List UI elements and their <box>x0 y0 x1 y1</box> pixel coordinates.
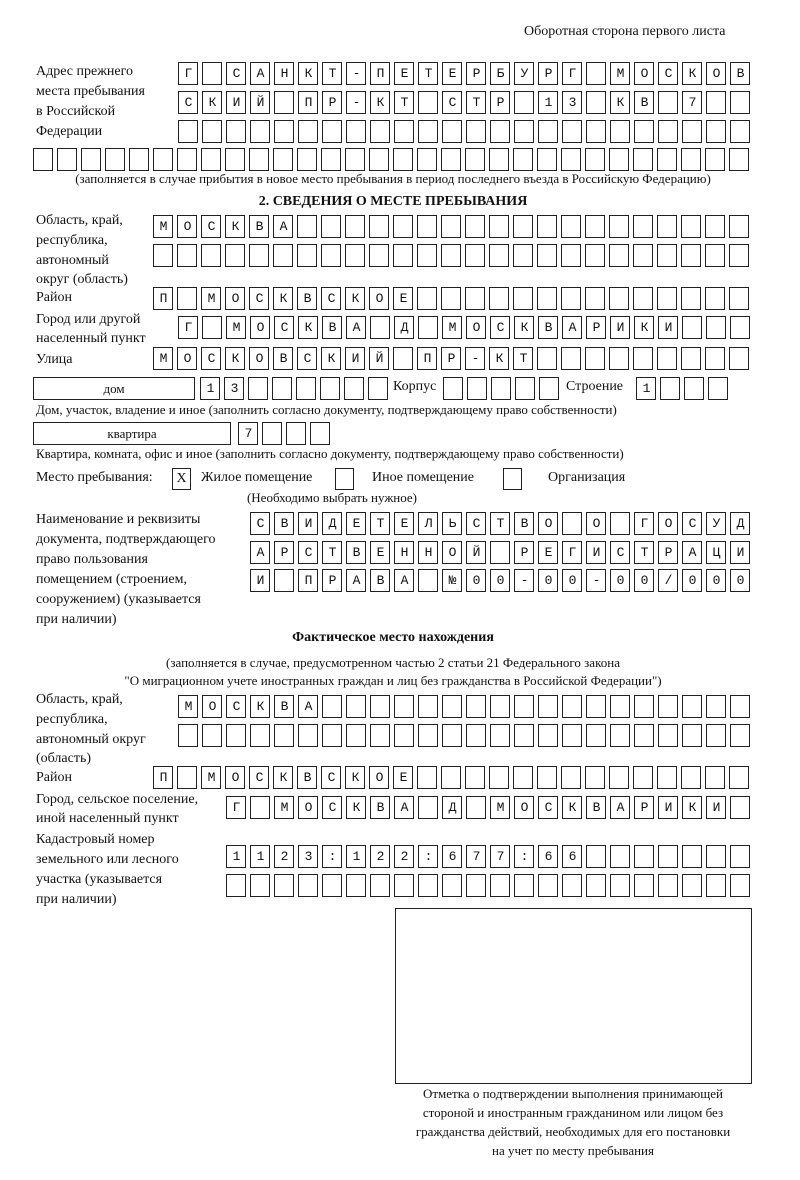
doc-label-6: при наличии) <box>36 612 117 627</box>
checkbox-organization[interactable] <box>503 468 522 490</box>
prev-address-row-3[interactable] <box>178 120 750 143</box>
actual-note-2: "О миграционном учете иностранных граждан и лиц без гражданства в Российской Федерации") <box>124 673 662 688</box>
prev-address-label-2: места пребывания <box>36 84 145 99</box>
doc-label-5: сооружением) (указывается <box>36 592 201 607</box>
doc-label-3: право пользования <box>36 552 148 567</box>
cell-row-text <box>178 724 761 748</box>
cell-row-text: Г МОСКВА Д МОСКВАРИКИ <box>232 800 761 815</box>
actual-region-label-4: (область) <box>36 751 92 766</box>
district-label: Район <box>36 290 72 305</box>
cell-row-text <box>33 148 760 172</box>
region-label-1: Область, край, <box>36 213 123 228</box>
cell-row-text: МОСКВА <box>184 699 761 714</box>
flat-type-field[interactable]: квартира <box>33 422 231 445</box>
cell-row-text: 1 <box>642 381 739 396</box>
korpus-cells[interactable] <box>443 377 559 400</box>
confirmation-stamp-box <box>395 908 752 1084</box>
cell-row-text: Г МОСКВА Д МОСКВАРИКИ <box>184 320 761 335</box>
region-row-1[interactable] <box>153 215 760 238</box>
cell-row-text: АРСТВЕННОЙ РЕГИСТРАЦИ <box>256 545 761 560</box>
cell-row-text: Г САНКТ-ПЕТЕРБУРГ МОСКОВ <box>184 66 761 81</box>
doc-row-2[interactable] <box>250 541 761 564</box>
page-side-label: Оборотная сторона первого листа <box>524 24 726 39</box>
cell-row-text: СКИЙ ПР-КТ СТР 13 КВ 7 <box>184 95 761 110</box>
house-note: Дом, участок, владение и иное (заполнить согласно документу, подтверждающему право собственности) <box>36 402 617 417</box>
stamp-caption-line: гражданства действий, необходимых для его постановки <box>415 1124 731 1139</box>
actual-note-1: (заполняется в случае, предусмотренном частью 2 статьи 21 Федерального закона <box>166 655 620 670</box>
doc-label-4: помещением (строением, <box>36 572 187 587</box>
cadastre-row-2[interactable] <box>226 874 750 897</box>
house-type-field[interactable]: дом <box>33 377 195 400</box>
cell-row-text <box>153 244 760 268</box>
building-label: Строение <box>566 379 624 394</box>
cell-row-text: МОСКВА <box>159 219 760 234</box>
korpus-label: Корпус <box>393 379 437 394</box>
cell-row-text: 13 <box>206 381 399 396</box>
stamp-caption-line: Отметка о подтверждении выполнения принимающей <box>422 1086 724 1101</box>
region-label-2: республика, <box>36 233 108 248</box>
cadastre-label-2: земельного или лесного <box>36 852 179 867</box>
cadastre-row-1[interactable] <box>226 845 761 868</box>
stamp-caption-line: стороной и иностранным гражданином или лицом без <box>422 1105 724 1120</box>
checkbox-residential[interactable]: X <box>172 468 191 490</box>
cell-row-text: И ПРАВА №00-00-00/000 <box>256 573 761 588</box>
actual-location-title: Фактическое место нахождения <box>292 630 494 645</box>
choose-note: (Необходимо выбрать нужное) <box>246 490 418 505</box>
actual-city-label-1: Город, сельское поселение, <box>36 792 199 807</box>
actual-region-label-3: автономный округ <box>36 732 146 747</box>
prev-address-row-1[interactable] <box>178 62 761 85</box>
actual-district-row[interactable] <box>153 766 760 789</box>
doc-row-1[interactable] <box>250 512 761 535</box>
actual-city-label-2: иной населенный пункт <box>36 811 179 826</box>
city-row[interactable] <box>178 316 761 339</box>
section-2-title: 2. СВЕДЕНИЯ О МЕСТЕ ПРЕБЫВАНИЯ <box>258 194 528 209</box>
stamp-caption-line: на учет по месту пребывания <box>492 1143 654 1158</box>
cell-row-text: П МОСКВСКОЕ <box>159 770 760 785</box>
actual-region-label-1: Область, край, <box>36 692 123 707</box>
prev-address-label-1: Адрес прежнего <box>36 64 133 79</box>
actual-region-row-2[interactable] <box>178 724 750 747</box>
cell-row-text: СВИДЕТЕЛЬСТВО О ГОСУД <box>256 516 761 531</box>
flat-number-cells[interactable] <box>238 422 341 445</box>
cell-row-text <box>443 377 570 401</box>
actual-district-label: Район <box>36 770 72 785</box>
cell-row-text: МОСКОВСКИЙ ПР-КТ <box>159 351 760 366</box>
cadastre-label-1: Кадастровый номер <box>36 832 155 847</box>
flat-note: Квартира, комната, офис и иное (заполнить согласно документу, подтверждающему право собственности) <box>36 446 624 461</box>
stay-place-label: Место пребывания: <box>36 470 153 485</box>
option-residential-label: Жилое помещение <box>201 470 313 485</box>
cell-row-text <box>226 874 761 898</box>
street-row[interactable] <box>153 347 760 370</box>
prev-address-row-2[interactable] <box>178 91 761 114</box>
prev-address-note: (заполняется в случае прибытия в новое место пребывания в период последнего въезда в Российскую Федерацию) <box>75 171 711 186</box>
actual-city-row[interactable] <box>226 796 761 819</box>
actual-region-row-1[interactable] <box>178 695 761 718</box>
prev-address-row-4[interactable] <box>33 148 749 171</box>
actual-region-label-2: республика, <box>36 712 108 727</box>
region-row-2[interactable] <box>153 244 749 267</box>
doc-label-2: документа, подтверждающего <box>36 532 216 547</box>
street-label: Улица <box>36 352 73 367</box>
city-label-2: населенный пункт <box>36 331 146 346</box>
cadastre-label-4: при наличии) <box>36 892 117 907</box>
cadastre-label-3: участка (указывается <box>36 872 163 887</box>
district-row[interactable] <box>153 287 760 310</box>
prev-address-label-4: Федерации <box>36 124 103 139</box>
option-other-premises-label: Иное помещение <box>372 470 474 485</box>
cell-row-text <box>178 120 761 144</box>
region-label-3: автономный <box>36 253 109 268</box>
stamp-caption <box>393 1084 753 1160</box>
doc-label-1: Наименование и реквизиты <box>36 512 201 527</box>
option-organization-label: Организация <box>548 470 626 485</box>
cell-row-text: 7 <box>244 426 341 441</box>
house-number-cells[interactable] <box>200 377 399 400</box>
cell-row-text: 1123:122:677:66 <box>232 849 761 864</box>
region-label-4: округ (область) <box>36 272 128 287</box>
cell-row-text: П МОСКВСКОЕ <box>159 291 760 306</box>
checkbox-other-premises[interactable] <box>335 468 354 490</box>
doc-row-3[interactable] <box>250 569 761 592</box>
building-cells[interactable] <box>636 377 739 400</box>
city-label-1: Город или другой <box>36 312 141 327</box>
prev-address-label-3: в Российской <box>36 104 116 119</box>
